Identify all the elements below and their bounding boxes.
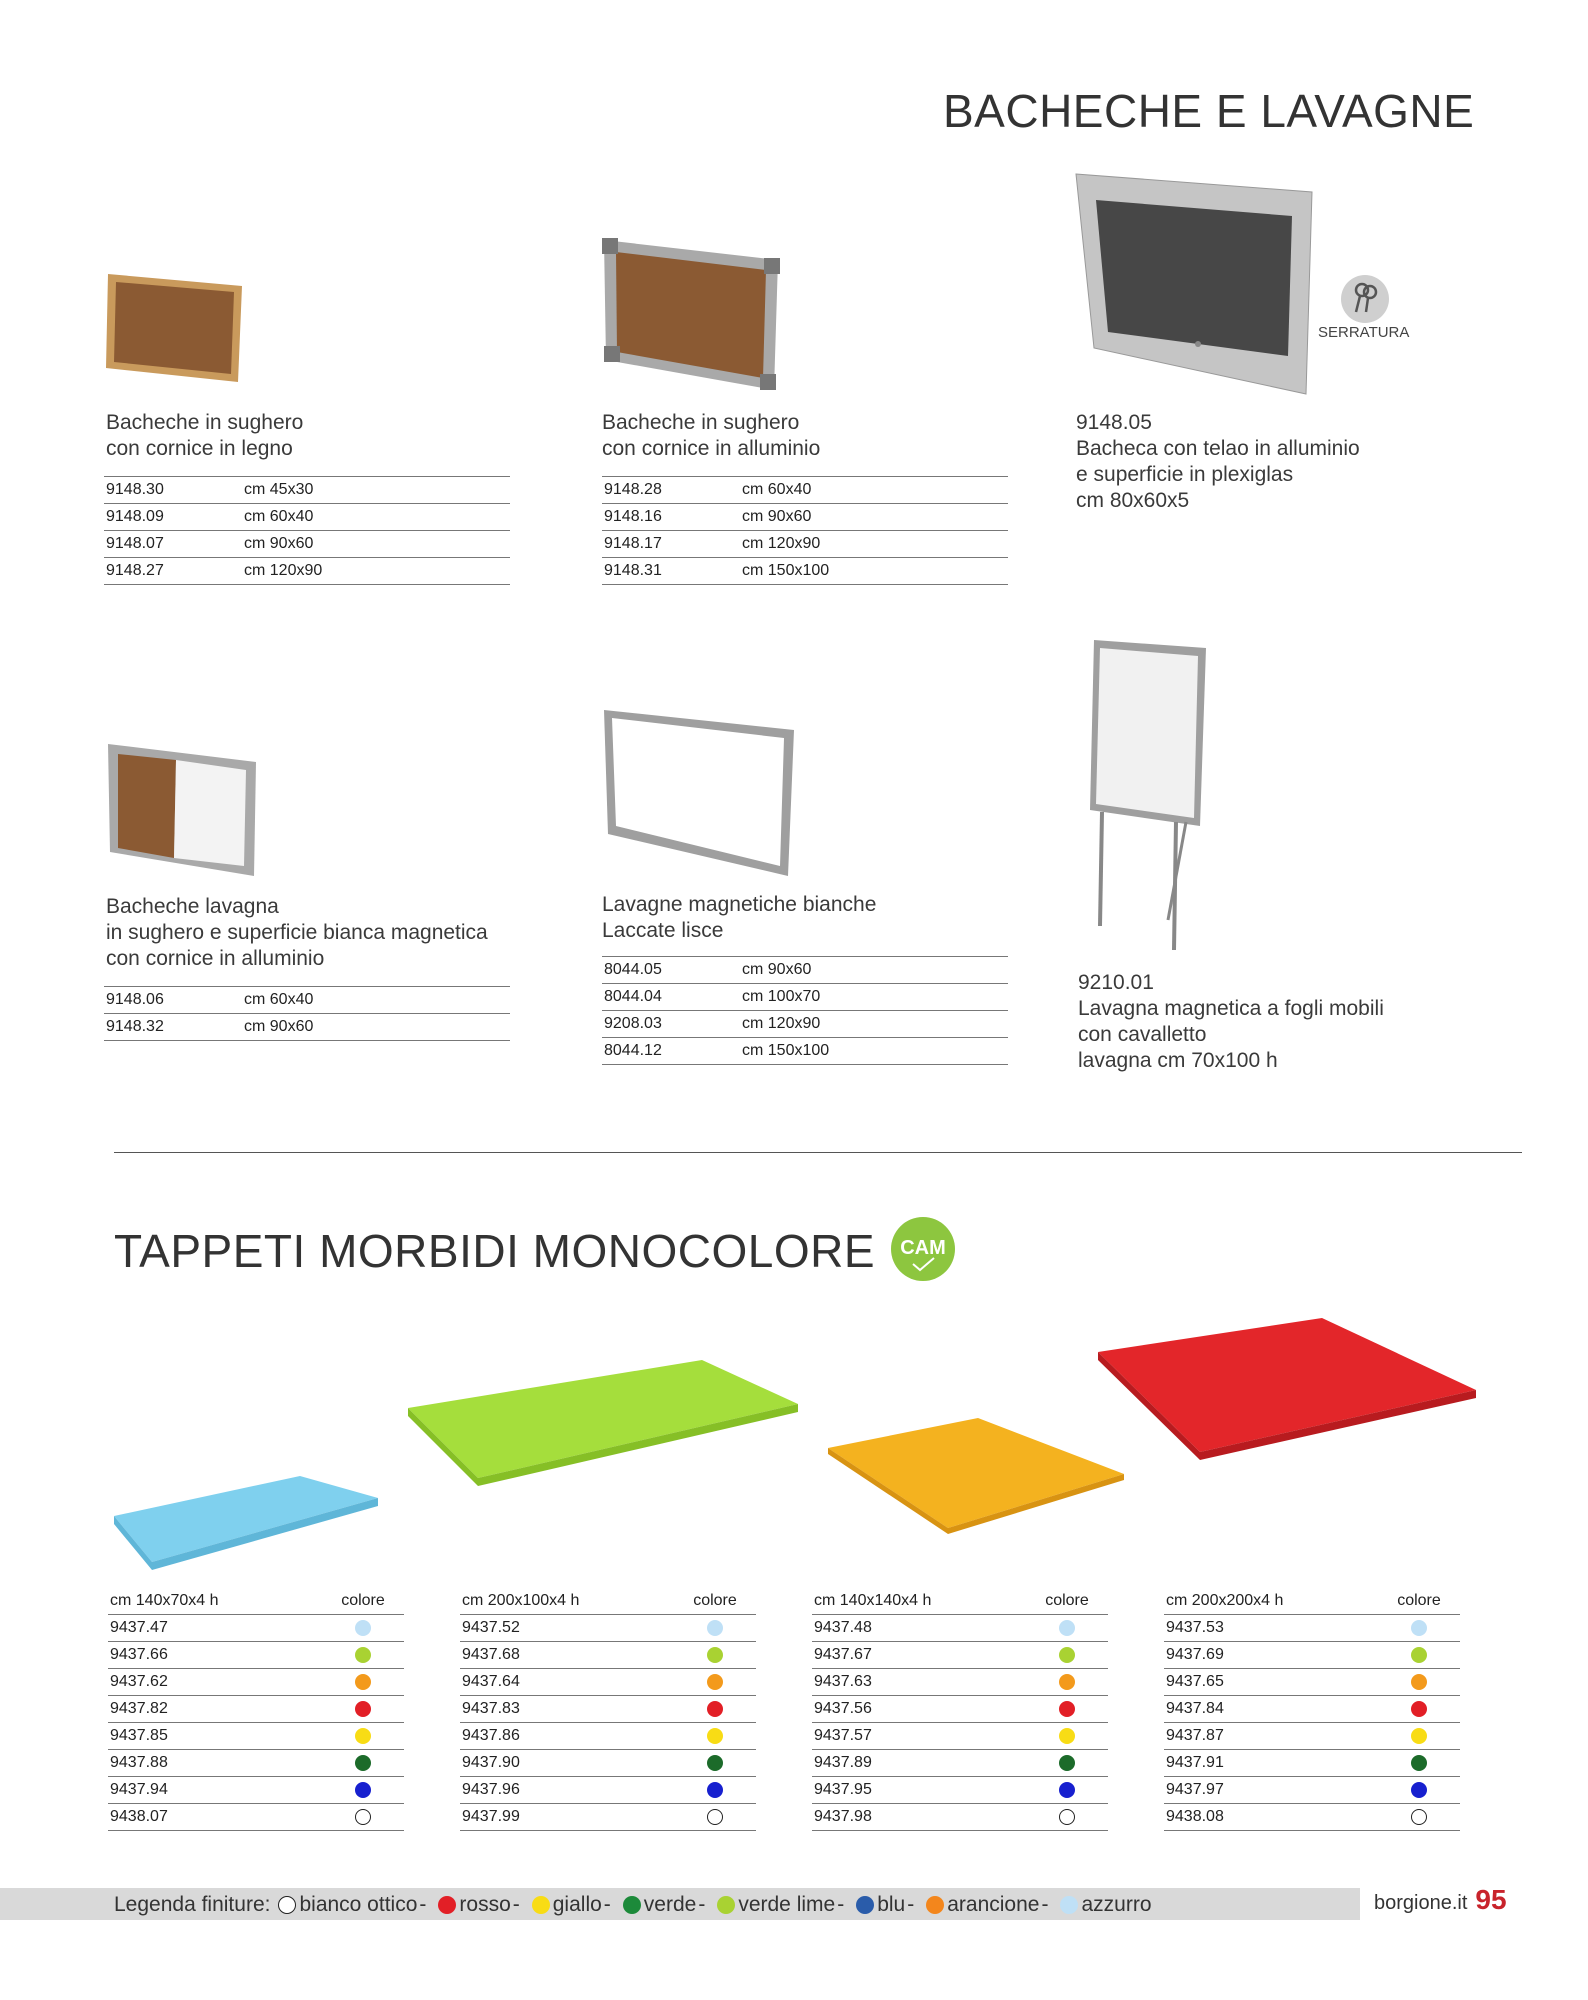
cork-board-aluminium-image [600,236,790,396]
table-row [108,1804,404,1831]
table-row [460,1750,756,1777]
legend-separator: - [907,1893,915,1916]
mat-red-image [1096,1312,1482,1462]
board-table-1 [104,476,510,585]
board-desc-5: Lavagne magnetiche bianche Laccate lisce [602,893,877,942]
product-code: 9437.86 [460,1723,672,1750]
page-footer [1374,1884,1507,1916]
table-row: 8044.04 cm 100x70 [602,984,1008,1011]
product-code: 9438.07 [108,1804,320,1831]
table-row: 8044.12 cm 150x100 [602,1038,1008,1065]
product-code: 9437.63 [812,1669,1024,1696]
table-row [108,1615,404,1642]
product-code: 9437.91 [1164,1750,1376,1777]
product-code: 9437.96 [460,1777,672,1804]
product-code: 9438.08 [1164,1804,1376,1831]
legend-item [532,1893,617,1917]
legend-item [856,1893,920,1917]
table-header-row: cm 200x100x4 h colore [460,1588,756,1615]
color-swatch-verde-lime [1059,1647,1075,1663]
table-row [108,1669,404,1696]
product-code: 9437.85 [108,1723,320,1750]
table-row [812,1615,1108,1642]
legend-separator: - [698,1893,706,1916]
board-table-5 [602,956,1008,1065]
section-divider [114,1152,1522,1153]
color-swatch-verde [1059,1755,1075,1771]
product-code: 9437.97 [1164,1777,1376,1804]
product-code: 9437.83 [460,1696,672,1723]
color-swatch-verde-lime [1411,1647,1427,1663]
product-code: 9437.87 [1164,1723,1376,1750]
product-code: 9437.66 [108,1642,320,1669]
color-swatch-verde [1411,1755,1427,1771]
product-code: 9437.47 [108,1615,320,1642]
product-code: 9437.84 [1164,1696,1376,1723]
mat-table-4 [1164,1588,1460,1831]
table-row [812,1804,1108,1831]
table-row [460,1669,756,1696]
legend-color-swatch [1060,1896,1078,1914]
table-row [1164,1669,1460,1696]
combo-board-image [104,740,264,880]
page-number: 95 [1475,1884,1507,1915]
color-swatch-azzurro [1059,1620,1075,1636]
legend-item-label: bianco ottico [299,1893,418,1916]
product-code: 9437.67 [812,1642,1024,1669]
color-swatch-verde-lime [707,1647,723,1663]
mat-table-3 [812,1588,1108,1831]
table-row: 9148.17 cm 120x90 [602,531,1008,558]
legend-separator: - [512,1893,520,1916]
product-code: 9437.69 [1164,1642,1376,1669]
mat-green-image [406,1354,802,1488]
color-swatch-giallo [1411,1728,1427,1744]
table-row [460,1615,756,1642]
color-swatch-giallo [355,1728,371,1744]
legend-color-swatch [532,1896,550,1914]
whiteboard-image [600,706,800,882]
table-row: 9148.07 cm 90x60 [104,531,510,558]
color-swatch-blu [1411,1782,1427,1798]
legend-color-swatch [856,1896,874,1914]
table-row [460,1777,756,1804]
board-table-2 [602,476,1008,585]
table-row [108,1723,404,1750]
lock-badge-label: SERRATURA [1318,324,1410,341]
table-row [1164,1615,1460,1642]
table-row: 9148.09 cm 60x40 [104,504,510,531]
color-swatch-blu [1059,1782,1075,1798]
product-code: 9437.65 [1164,1669,1376,1696]
table-row [1164,1642,1460,1669]
color-swatch-verde-lime [355,1647,371,1663]
table-row: 8044.05 cm 90x60 [602,957,1008,984]
color-swatch-azzurro [1411,1620,1427,1636]
board-desc-2: Bacheche in sughero con cornice in alluminio [602,411,821,460]
board-desc-1: Bacheche in sughero con cornice in legno [106,411,304,460]
legend-item-label: rosso [459,1893,511,1916]
table-row [812,1642,1108,1669]
board-table-4 [104,986,510,1041]
table-row: 9148.32 cm 90x60 [104,1014,510,1041]
color-swatch-rosso [1059,1701,1075,1717]
board-desc-6: 9210.01 Lavagna magnetica a fogli mobili con cavalletto lavagna cm 70x100 h [1078,971,1384,1072]
key-lock-icon [1340,274,1390,324]
table-row [460,1804,756,1831]
svg-text:CAM: CAM [900,1237,946,1259]
table-row [460,1696,756,1723]
product-code: 9437.64 [460,1669,672,1696]
legend-color-swatch [717,1896,735,1914]
cork-board-wood-image [104,270,254,390]
table-row [108,1696,404,1723]
mat-table-2 [460,1588,756,1831]
color-swatch-arancione [355,1674,371,1690]
color-swatch-rosso [1411,1701,1427,1717]
legend-item-label: blu [877,1893,906,1916]
product-code: 9437.48 [812,1615,1024,1642]
color-swatch-arancione [1411,1674,1427,1690]
product-code: 9437.62 [108,1669,320,1696]
table-row [108,1750,404,1777]
product-code: 9437.57 [812,1723,1024,1750]
table-row [812,1777,1108,1804]
legend-color-swatch [438,1896,456,1914]
legend-separator: - [837,1893,845,1916]
board-desc-4: Bacheche lavagna in sughero e superficie bianca magnetica con cornice in alluminio [106,895,488,970]
table-header-row: cm 140x70x4 h colore [108,1588,404,1615]
product-code: 9437.56 [812,1696,1024,1723]
color-swatch-bianco [1411,1809,1427,1825]
table-row: 9148.28 cm 60x40 [602,477,1008,504]
legend-label: Legenda finiture: [114,1893,271,1916]
product-code: 9437.94 [108,1777,320,1804]
table-row [1164,1777,1460,1804]
legend-separator: - [1041,1893,1049,1916]
mat-table-1 [108,1588,404,1831]
legend-color-swatch [623,1896,641,1914]
color-swatch-azzurro [355,1620,371,1636]
table-row [1164,1696,1460,1723]
table-row [1164,1723,1460,1750]
legend-item [717,1893,850,1917]
mats-title: TAPPETI MORBIDI MONOCOLORE [114,1225,875,1277]
board-desc-3: 9148.05 Bacheca con telao in alluminio e superficie in plexiglas cm 80x60x5 [1076,411,1360,512]
table-row [1164,1750,1460,1777]
table-row [812,1696,1108,1723]
legend-item-label: verde [643,1893,697,1916]
table-header-row: cm 140x140x4 h colore [812,1588,1108,1615]
legend-item [438,1893,525,1917]
product-code: 9437.82 [108,1696,320,1723]
table-row: 9148.16 cm 90x60 [602,504,1008,531]
product-code: 9437.68 [460,1642,672,1669]
legend-item [926,1893,1054,1917]
table-row [812,1723,1108,1750]
table-row: 9148.27 cm 120x90 [104,558,510,585]
page-title: BACHECHE E LAVAGNE [943,85,1475,137]
color-swatch-arancione [707,1674,723,1690]
table-header-row: cm 200x200x4 h colore [1164,1588,1460,1615]
showcase-board-image [1070,170,1320,400]
cam-badge-icon [888,1214,958,1284]
table-row [812,1669,1108,1696]
mat-orange-image [826,1412,1128,1536]
table-row [460,1642,756,1669]
table-row [812,1750,1108,1777]
legend-color-swatch [926,1896,944,1914]
color-swatch-arancione [1059,1674,1075,1690]
legend-item-label: azzurro [1081,1893,1152,1916]
easel-board-image [1086,636,1216,956]
product-code: 9437.95 [812,1777,1024,1804]
color-swatch-rosso [707,1701,723,1717]
legend-item-label: verde lime [738,1893,836,1916]
product-code: 9437.98 [812,1804,1024,1831]
table-row [1164,1804,1460,1831]
color-swatch-rosso [355,1701,371,1717]
color-swatch-blu [355,1782,371,1798]
product-code: 9437.89 [812,1750,1024,1777]
finish-legend [114,1891,1158,1919]
table-row [108,1777,404,1804]
legend-item [1060,1893,1151,1917]
legend-item [278,1893,432,1917]
color-swatch-verde [355,1755,371,1771]
legend-item-label: giallo [552,1893,602,1916]
product-code: 9437.99 [460,1804,672,1831]
table-row: 9208.03 cm 120x90 [602,1011,1008,1038]
color-swatch-bianco [707,1809,723,1825]
legend-separator: - [419,1893,427,1916]
legend-item-label: arancione [947,1893,1040,1916]
product-code: 9437.88 [108,1750,320,1777]
table-row: 9148.31 cm 150x100 [602,558,1008,585]
color-swatch-verde [707,1755,723,1771]
table-row: 9148.06 cm 60x40 [104,987,510,1014]
color-swatch-bianco [1059,1809,1075,1825]
mat-blue-image [112,1470,382,1580]
color-swatch-giallo [707,1728,723,1744]
color-swatch-bianco [355,1809,371,1825]
table-row: 9148.30 cm 45x30 [104,477,510,504]
color-swatch-giallo [1059,1728,1075,1744]
table-row [460,1723,756,1750]
legend-color-swatch [278,1896,296,1914]
product-code: 9437.53 [1164,1615,1376,1642]
color-swatch-azzurro [707,1620,723,1636]
site-name: borgione.it [1374,1892,1468,1914]
product-code: 9437.90 [460,1750,672,1777]
legend-item [623,1893,712,1917]
table-row [108,1642,404,1669]
color-swatch-blu [707,1782,723,1798]
legend-separator: - [603,1893,611,1916]
product-code: 9437.52 [460,1615,672,1642]
